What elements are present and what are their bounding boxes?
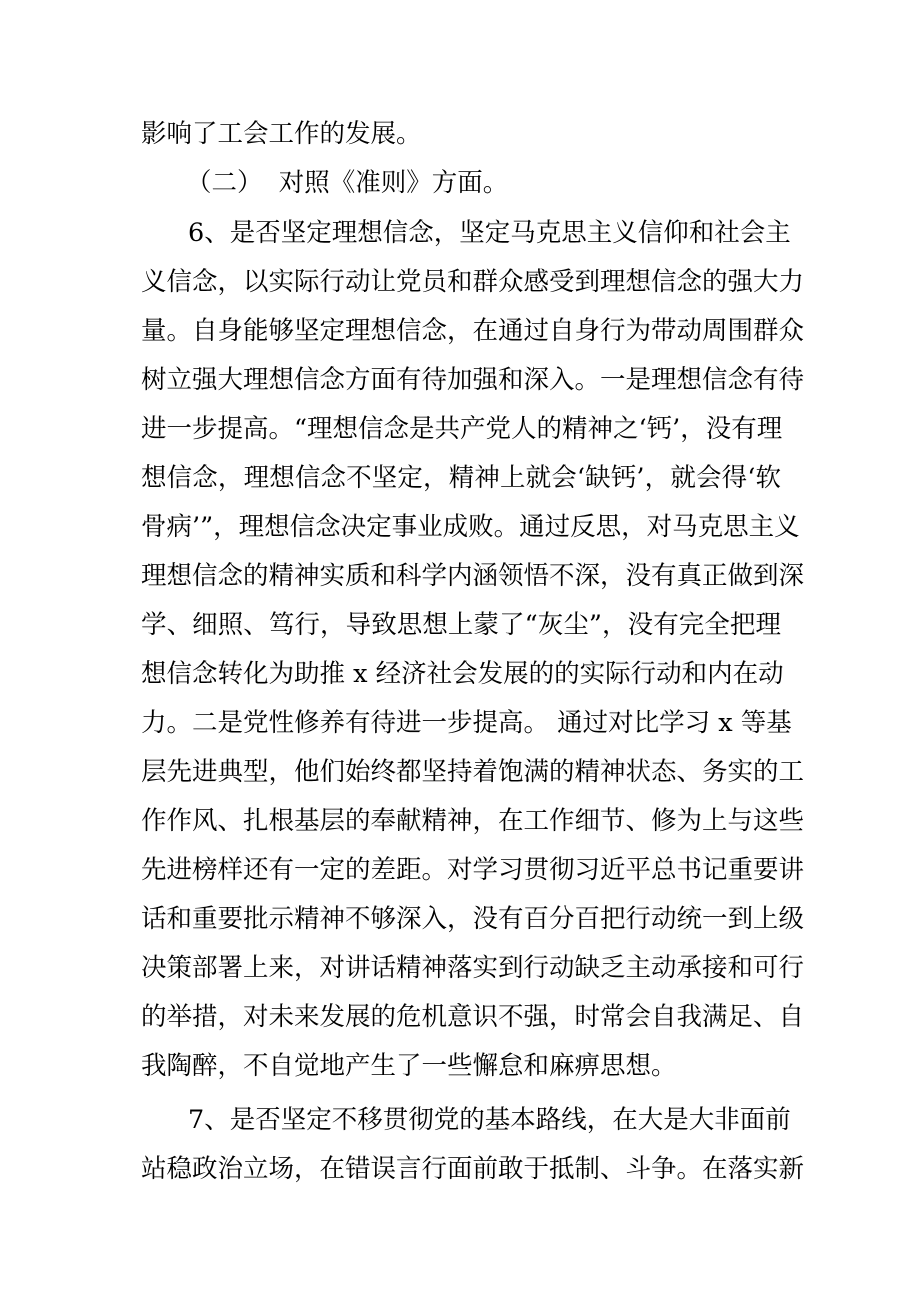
text-line-17: 话和重要批示精神不够深入，没有百分百把行动统一到上级 [141, 904, 805, 934]
text-line-20: 我陶醉，不自觉地产生了一些懈怠和麻痹思想。 [141, 1051, 677, 1081]
text-line-19: 的举措，对未来发展的危机意识不强，时常会自我满足、自 [141, 1002, 805, 1032]
text-line-6: 树立强大理想信念方面有待加强和深入。一是理想信念有待 [141, 365, 805, 395]
section-heading: （二） 对照《准则》方面。 [186, 168, 509, 198]
text-line-14: 层先进典型，他们始终都坚持着饱满的精神状态、务实的工 [141, 757, 805, 787]
text-line-12: 想信念转化为助推 x 经济社会发展的的实际行动和内在动 [141, 659, 784, 689]
text-line-11: 学、细照、笃行，导致思想上蒙了“灰尘”，没有完全把理 [141, 610, 781, 640]
text-line-22: 站稳政治立场，在错误言行面前敢于抵制、斗争。在落实新 [141, 1154, 805, 1184]
text-line-5: 量。自身能够坚定理想信念，在通过自身行为带动周围群众 [141, 316, 805, 346]
text-line-9: 骨病’”，理想信念决定事业成败。通过反思，对马克思主义 [141, 512, 800, 542]
text-line-15: 作作风、扎根基层的奉献精神，在工作细节、修为上与这些 [141, 806, 805, 836]
paragraph-7-first-line: 7、是否坚定不移贯彻党的基本路线，在大是大非面前 [188, 1105, 791, 1135]
text-line-18: 决策部署上来，对讲话精神落实到行动缺乏主动承接和可行 [141, 953, 805, 983]
text-line-10: 理想信念的精神实质和科学内涵领悟不深，没有真正做到深 [141, 561, 805, 591]
text-line-4: 义信念，以实际行动让党员和群众感受到理想信念的强大力 [141, 267, 805, 297]
text-line-7: 进一步提高。“理想信念是共产党人的精神之‘钙’，没有理 [141, 414, 783, 444]
text-line-13: 力。二是党性修养有待进一步提高。 通过对比学习 x 等基 [141, 708, 792, 738]
text-line-16: 先进榜样还有一定的差距。对学习贯彻习近平总书记重要讲 [141, 855, 805, 885]
text-line-8: 想信念，理想信念不坚定，精神上就会‘缺钙’，就会得‘软 [141, 463, 781, 493]
text-line-1: 影响了工会工作的发展。 [141, 119, 422, 149]
paragraph-6-first-line: 6、是否坚定理想信念，坚定马克思主义信仰和社会主 [188, 218, 791, 248]
